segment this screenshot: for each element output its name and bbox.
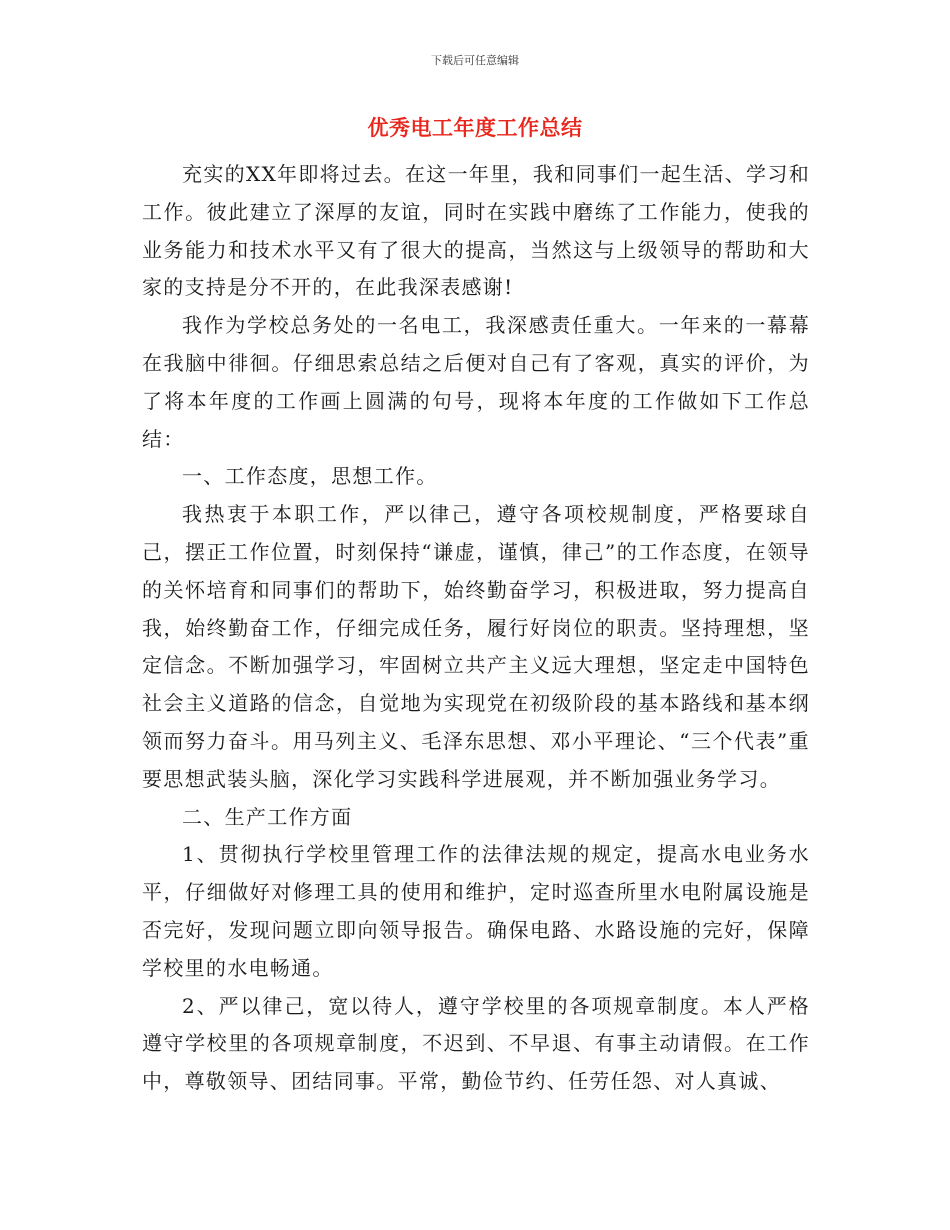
header-note: 下载后可任意编辑: [431, 54, 519, 67]
paragraph-item-2: 2、严以律己，宽以待人，遵守学校里的各项规章制度。本人严格遵守学校里的各项规章制度，不迟到、不早退、有事主动请假。在工作中，尊敬领导、团结同事。平常，勤俭节约、任劳任怨、对人真诚、: [142, 993, 810, 1094]
paragraph-attitude: 我热衷于本职工作，严以律己，遵守各项校规制度，严格要球自己，摆正工作位置，时刻保持“谦虚，谨慎，律己”的工作态度，在领导的关怀培育和同事们的帮助下，始终勤奋学习，积极进取，努力提高自我，始终勤奋工作，仔细完成任务，履行好岗位的职责。坚持理想，坚定信念。不断加强学习，牢固树立共产主义远大理想，坚定走中国特色社会主义道路的信念，自觉地为实现党在初级阶段的基本路线和基本纲领而努力奋斗。用马列主义、毛泽东思想、邓小平理论、“三个代表”重要思想武装头脑，深化学习实践科学进展观，并不断加强业务学习。: [142, 502, 810, 791]
page-title: 优秀电工年度工作总结: [367, 116, 583, 140]
paragraph-role: 我作为学校总务处的一名电工，我深感责任重大。一年来的一幕幕在我脑中徘徊。仔细思索总结之后便对自己有了客观，真实的评价，为了将本年度的工作画上圆满的句号，现将本年度的工作做如下工作总结：: [142, 313, 810, 451]
section-heading-attitude: 一、工作态度，思想工作。: [182, 464, 438, 489]
paragraph-item-1: 1、贯彻执行学校里管理工作的法律法规的规定，提高水电业务水平，仔细做好对修理工具的使用和维护，定时巡查所里水电附属设施是否完好，发现问题立即向领导报告。确保电路、水路设施的完好，保障学校里的水电畅通。: [142, 842, 810, 980]
section-heading-production: 二、生产工作方面: [182, 804, 353, 829]
document-body: [142, 156, 810, 1101]
paragraph-intro: 充实的XX年即将过去。在这一年里，我和同事们一起生活、学习和工作。彼此建立了深厚的友谊，同时在实践中磨练了工作能力，使我的业务能力和技术水平又有了很大的提高，当然这与上级领导的帮助和大家的支持是分不开的，在此我深表感谢!: [142, 162, 810, 300]
